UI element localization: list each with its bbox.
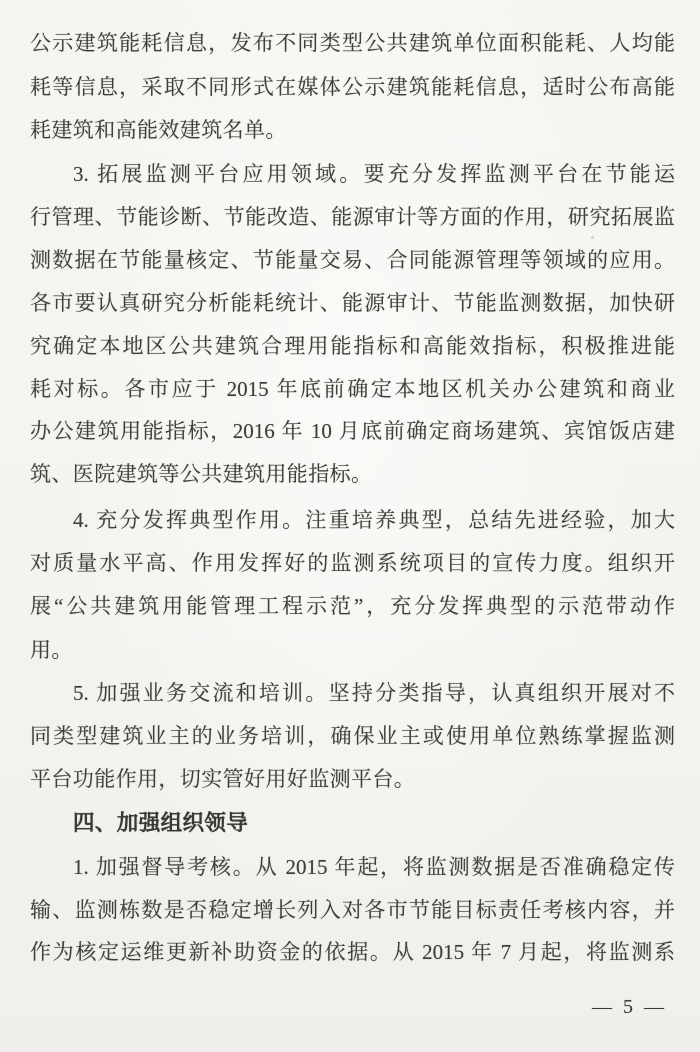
text-line: 办公建筑用能指标，2016 年 10 月底前确定商场建筑、宾馆饭店建 [30,419,675,443]
section-heading: 四、加强组织领导 [73,811,249,835]
item-number-title: 4. 充分发挥典型作用。 [73,508,306,532]
text-line [30,845,675,889]
page-number: — 5 — [592,996,667,1018]
text-line: 各市要认真研究分析能耗统计、能源审计、节能监测数据，加快研 [30,291,675,315]
text-line: 耗建筑和高能效建筑名单。 [30,118,287,142]
text-line: 展“公共建筑用能管理工程示范”，充分发挥典型的示范带动作 [30,594,675,618]
item-number-title: 3. 拓展监测平台应用领域。 [73,162,364,186]
text-run: 注重培养典型，总结先进经验，加大 [305,508,676,532]
text-line [30,152,675,196]
text-run: 坚持分类指导，认真组织开展对不 [328,681,675,705]
text-line: 行管理、节能诊断、节能改造、能源审计等方面的作用，研究拓展监 [30,205,675,229]
text-line: 耗对标。各市应于 2015 年底前确定本地区机关办公建筑和商业 [30,377,675,401]
text-line: 输、监测栋数是否稳定增长列入对各市节能目标责任考核内容，并 [30,898,675,922]
text-run: 从 2015 年起，将监测数据是否准确稳定传 [255,855,676,879]
text-line: 用。 [30,638,73,662]
text-line: 测数据在节能量核定、节能量交易、合同能源管理等领域的应用。 [30,248,675,272]
text-line [30,671,675,715]
text-line: 对质量水平高、作用发挥好的监测系统项目的宣传力度。组织开 [30,551,675,575]
item-number-title: 1. 加强督导考核。 [73,855,256,879]
text-line: 同类型建筑业主的业务培训，确保业主或使用单位熟练掌握监测 [30,724,675,748]
scan-speck [433,612,435,614]
text-line: 公示建筑能耗信息，发布不同类型公共建筑单位面积能耗、人均能 [30,31,675,55]
text-line: 耗等信息，采取不同形式在媒体公示建筑能耗信息，适时公布高能 [30,75,675,99]
item-number-title: 5. 加强业务交流和培训。 [73,681,329,705]
scan-speck [346,477,348,479]
text-line [30,498,675,542]
text-line: 筑、医院建筑等公共建筑用能指标。 [30,462,373,486]
scan-speck [591,236,594,239]
document-body [30,0,675,1052]
text-line: 平台功能作用，切实管好用好监测平台。 [30,767,416,791]
text-line: 作为核定运维更新补助资金的依据。从 2015 年 7 月起，将监测系 [30,940,675,964]
text-run: 要充分发挥监测平台在节能运 [363,162,675,186]
text-line: 究确定本地区公共建筑合理用能指标和高能效指标，积极推进能 [30,334,675,358]
